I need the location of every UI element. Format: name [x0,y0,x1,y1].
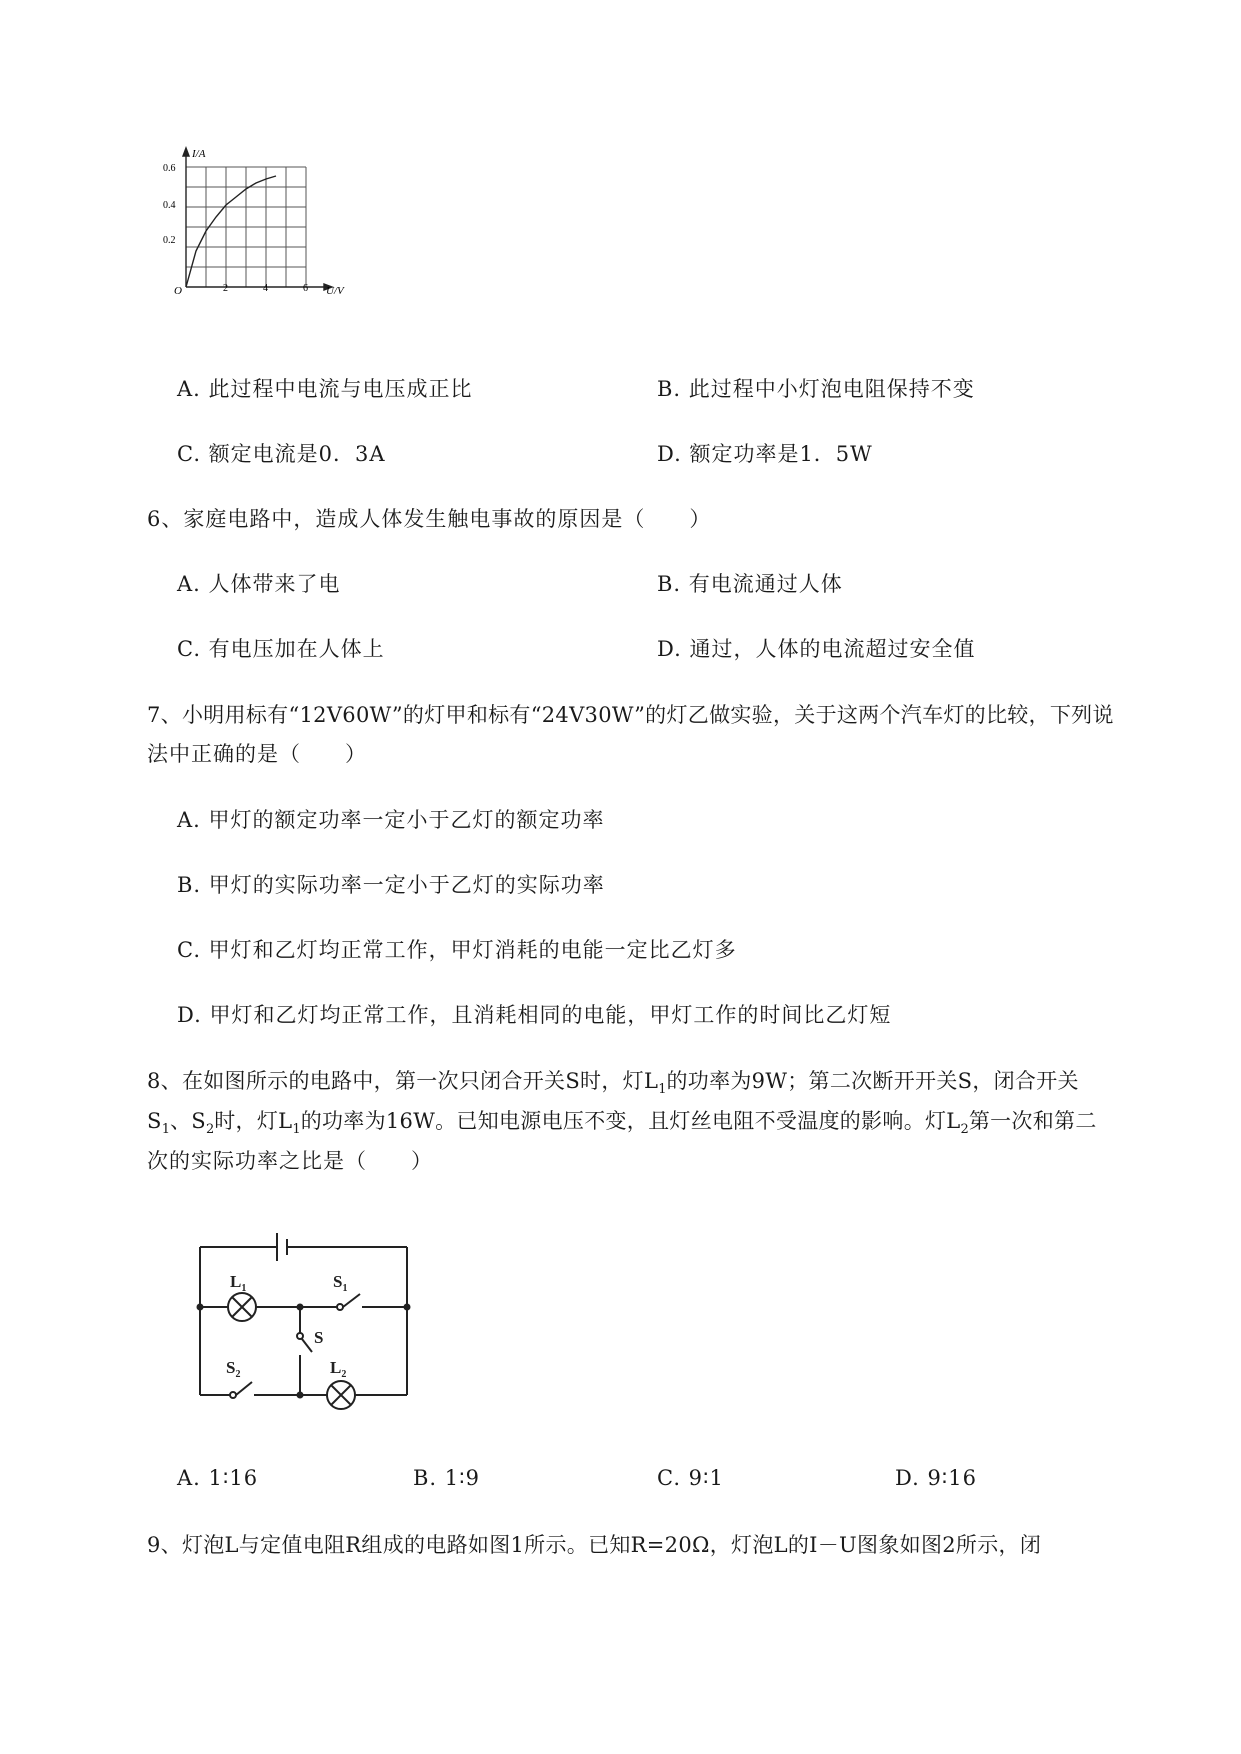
q8-option-d: D. 9∶16 [895,1466,977,1490]
q6-option-c: C. 有电压加在人体上 [177,637,385,661]
x-tick-2: 2 [223,283,228,294]
q8-stem-line2 [147,1107,1097,1139]
q8-line2-e: 第一次和第二 [968,1109,1097,1133]
q6-option-d: D. 通过，人体的电流超过安全值 [657,637,976,661]
graph-axes [183,148,332,290]
q7-option-c: C. 甲灯和乙灯均正常工作，甲灯消耗的电能一定比乙灯多 [177,938,737,962]
q8-option-c: C. 9∶1 [657,1466,724,1490]
graph-grid [186,167,306,287]
q8-stem-line1 [147,1067,1079,1099]
q5-option-a: A. 此过程中电流与电压成正比 [177,377,473,401]
q8-line2-b: 、S [169,1109,206,1133]
x-tick-4: 4 [263,283,268,294]
q7-option-b: B. 甲灯的实际功率一定小于乙灯的实际功率 [177,873,605,897]
label-s: S [314,1328,324,1347]
q7-option-a: A. 甲灯的额定功率一定小于乙灯的额定功率 [177,808,605,832]
q8-line1-sub1: 1 [658,1082,667,1097]
label-s1: $S_1$ [333,1272,348,1294]
q8-line2-sub1: 1 [161,1122,170,1137]
junction-bottom-mid [297,1392,304,1399]
y-tick-0-4: 0.4 [163,200,176,211]
q8-option-b: B. 1∶9 [413,1466,480,1490]
q7-stem-line2: 法中正确的是（ ） [147,742,367,766]
iu-graph [160,145,390,335]
q8-stem-line3: 次的实际功率之比是（ ） [147,1149,433,1173]
q8-line2-d: 的功率为16W。已知电源电压不变，且灯丝电阻不受温度的影响。灯L [300,1109,961,1133]
q5-option-c: C. 额定电流是0．3A [177,442,386,466]
q8-line1-a: 8、在如图所示的电路中，第一次只闭合开关S时，灯L [147,1069,659,1093]
y-tick-0-6: 0.6 [163,163,176,174]
q8-line2-a: S [147,1109,162,1133]
q6-option-b: B. 有电流通过人体 [657,572,843,596]
q7-option-d: D. 甲灯和乙灯均正常工作，且消耗相同的电能，甲灯工作的时间比乙灯短 [177,1003,892,1027]
q8-line2-sub4: 2 [960,1122,969,1137]
q8-line2-sub3: 1 [292,1122,301,1137]
y-axis-label: I/A [192,148,206,160]
label-l2: $L_2$ [330,1358,347,1380]
q7-stem-line1: 7、小明用标有“12V60W”的灯甲和标有“24V30W”的灯乙做实验，关于这两个汽车灯的比较，下列说 [147,703,1114,727]
q5-option-d: D. 额定功率是1．5W [657,442,873,466]
junction-mid [297,1304,304,1311]
q8-line1-b: 的功率为9W；第二次断开开关S，闭合开关 [666,1069,1079,1093]
x-tick-6: 6 [303,283,308,294]
switch-s-blade [302,1339,312,1352]
q8-line2-c: 时，灯L [214,1109,293,1133]
q5-option-b: B. 此过程中小灯泡电阻保持不变 [657,377,975,401]
label-l1: $L_1$ [230,1272,247,1294]
junction-left-mid [197,1304,204,1311]
iu-curve [186,176,276,287]
label-s2: $S_2$ [226,1358,241,1380]
y-tick-0-2: 0.2 [163,235,176,246]
q6-option-a: A. 人体带来了电 [177,572,341,596]
x-axis-label: U/V [326,285,344,297]
q8-option-a: A. 1∶16 [177,1466,259,1490]
q9-stem-line1: 9、灯泡L与定值电阻R组成的电路如图1所示。已知R=20Ω，灯泡L的I－U图象如图2所示，闭 [147,1533,1042,1557]
junction-right-mid [404,1304,411,1311]
origin-label: O [174,285,182,297]
q6-stem: 6、家庭电路中，造成人体发生触电事故的原因是（ ） [147,507,712,531]
switch-s1-blade [343,1294,360,1307]
switch-s2-blade [236,1382,252,1395]
q8-line2-sub2: 2 [205,1122,215,1137]
circuit-diagram [190,1225,420,1410]
